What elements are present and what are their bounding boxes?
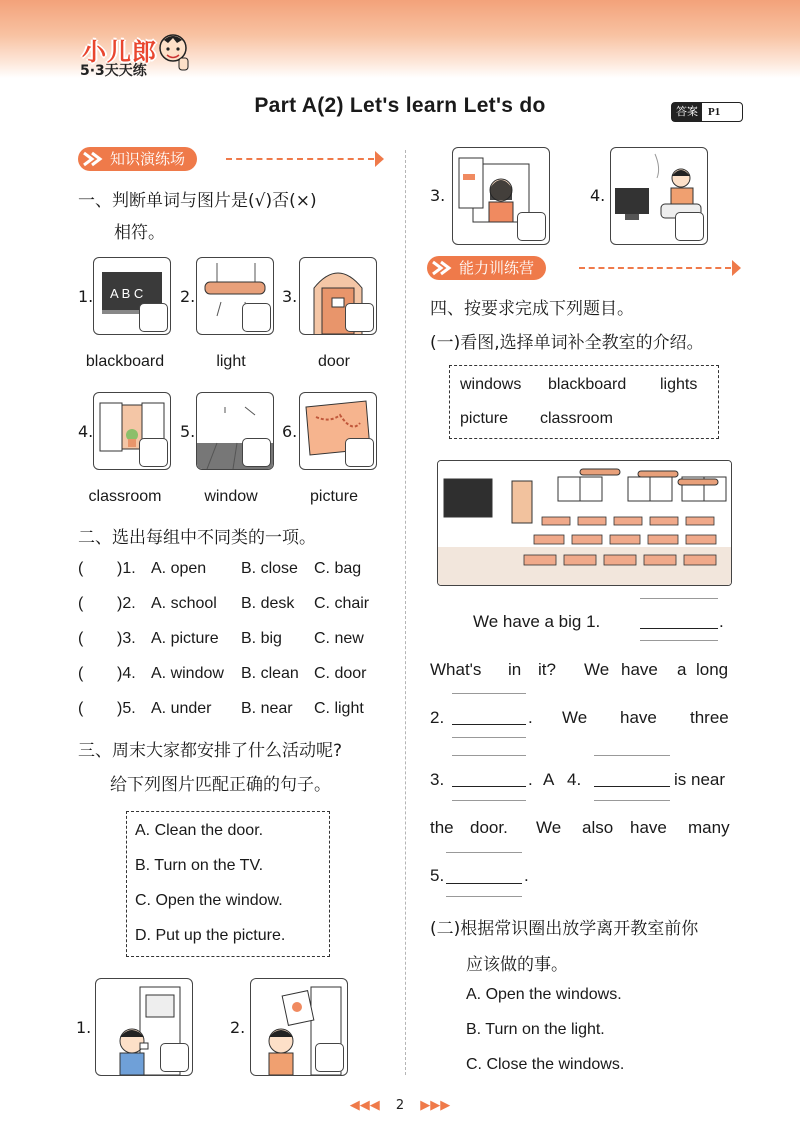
q1-item-num: 4. bbox=[78, 422, 94, 441]
q4-sub2: (二)根据常识圈出放学离开教室前你 bbox=[430, 919, 699, 939]
passage-num: 2. bbox=[430, 708, 445, 727]
passage-word: door. bbox=[470, 818, 508, 837]
q1-pic-room bbox=[196, 392, 274, 470]
arrow-icon bbox=[82, 150, 104, 168]
q1-checkbox[interactable] bbox=[345, 438, 374, 467]
q1-item-num: 2. bbox=[180, 287, 196, 306]
passage-word: also bbox=[582, 818, 614, 837]
q1-item-num: 3. bbox=[282, 287, 298, 306]
passage-punct: . bbox=[528, 770, 533, 789]
blackboard-text: A B C bbox=[110, 286, 144, 301]
q3-option: D. Put up the picture. bbox=[135, 927, 286, 944]
q1-word: classroom bbox=[88, 488, 162, 505]
q2-num: )4. bbox=[117, 665, 136, 682]
q3-pic-num: 2. bbox=[230, 1018, 246, 1037]
q2-title: 二、选出每组中不同类的一项。 bbox=[78, 528, 316, 548]
q2-option: C. chair bbox=[314, 595, 370, 612]
q2-paren: ( bbox=[78, 665, 84, 682]
q2-paren: ( bbox=[78, 700, 84, 717]
q1-title-cont: 相符。 bbox=[114, 223, 165, 243]
q2-option: C. door bbox=[314, 665, 367, 682]
q1-checkbox[interactable] bbox=[242, 303, 271, 332]
passage-num: 5. bbox=[430, 866, 445, 885]
q2-option: A. school bbox=[151, 595, 217, 612]
passage-word: the bbox=[430, 818, 454, 837]
q3-pic-clean-door bbox=[95, 978, 193, 1076]
q1-item-num: 1. bbox=[78, 287, 94, 306]
q4-choice[interactable]: A. Open the windows. bbox=[466, 986, 622, 1003]
word-bank-word: lights bbox=[660, 376, 698, 393]
mascot-icon bbox=[155, 30, 191, 74]
q1-checkbox[interactable] bbox=[139, 438, 168, 467]
q1-item-num: 5. bbox=[180, 422, 196, 441]
q3-answer-box[interactable] bbox=[160, 1043, 189, 1072]
q1-pic-door bbox=[299, 257, 377, 335]
q4-sub2-cont: 应该做的事。 bbox=[466, 955, 568, 975]
passage-word: have bbox=[621, 660, 658, 679]
q1-pic-window bbox=[93, 392, 171, 470]
q3-answer-box[interactable] bbox=[315, 1043, 344, 1072]
passage-word: a bbox=[677, 660, 687, 679]
q3-option: A. Clean the door. bbox=[135, 822, 264, 839]
q2-num: )1. bbox=[117, 560, 136, 577]
q4-choice[interactable]: C. Close the windows. bbox=[466, 1056, 625, 1073]
word-bank-word: windows bbox=[460, 376, 522, 393]
logo-subtitle: 5·3天天练 bbox=[80, 63, 147, 79]
logo-title: 小儿郎 bbox=[82, 38, 157, 66]
answer-blank[interactable] bbox=[594, 786, 670, 787]
q2-option: B. near bbox=[241, 700, 293, 717]
passage-punct: . bbox=[524, 866, 529, 885]
passage-punct: . bbox=[528, 708, 533, 727]
passage-num: 3. bbox=[430, 770, 445, 789]
passage-word: We bbox=[562, 708, 588, 727]
passage-word: have bbox=[620, 708, 657, 727]
q3-title-cont: 给下列图片匹配正确的句子。 bbox=[110, 775, 331, 795]
banner-label: 能力训练营 bbox=[427, 256, 546, 280]
q1-pic-light bbox=[196, 257, 274, 335]
passage-word: We bbox=[584, 660, 610, 679]
passage-word: have bbox=[630, 818, 667, 837]
q2-paren: ( bbox=[78, 630, 84, 647]
q3-pic-open-window bbox=[452, 147, 550, 245]
passage-text: We have a big 1. bbox=[473, 612, 601, 631]
passage-word: long bbox=[696, 660, 729, 679]
q1-item-num: 6. bbox=[282, 422, 298, 441]
section-banner-ability bbox=[427, 256, 743, 282]
q3-answer-box[interactable] bbox=[675, 212, 704, 241]
answer-blank[interactable] bbox=[452, 724, 526, 725]
passage-word: many bbox=[688, 818, 730, 837]
q2-option: A. picture bbox=[151, 630, 219, 647]
answer-page: P1 bbox=[708, 106, 721, 118]
q2-option: B. close bbox=[241, 560, 298, 577]
passage-word: in bbox=[508, 660, 522, 679]
classroom-picture bbox=[437, 460, 732, 586]
answer-label: 答案 bbox=[672, 103, 702, 121]
word-bank-word: classroom bbox=[540, 410, 613, 427]
banner-label: 知识演练场 bbox=[78, 147, 197, 171]
q2-num: )2. bbox=[117, 595, 136, 612]
column-divider bbox=[405, 150, 406, 1075]
q4-title: 四、按要求完成下列题目。 bbox=[430, 299, 634, 319]
q3-pic-num: 1. bbox=[76, 1018, 92, 1037]
word-bank-word: blackboard bbox=[548, 376, 627, 393]
word-bank-word: picture bbox=[460, 410, 509, 427]
q2-paren: ( bbox=[78, 560, 84, 577]
q2-option: A. open bbox=[151, 560, 207, 577]
q4-choice[interactable]: B. Turn on the light. bbox=[466, 1021, 605, 1038]
q3-answer-box[interactable] bbox=[517, 212, 546, 241]
arrow-icon bbox=[431, 259, 453, 277]
page-title: Part A(2) Let's learn Let's do bbox=[254, 94, 546, 117]
passage-word: it? bbox=[538, 660, 556, 679]
passage-punct: . bbox=[719, 612, 724, 631]
q2-option: B. big bbox=[241, 630, 282, 647]
q2-option: A. under bbox=[151, 700, 212, 717]
q1-word: light bbox=[216, 353, 246, 370]
q3-pic-tv bbox=[610, 147, 708, 245]
q1-checkbox[interactable] bbox=[139, 303, 168, 332]
q1-checkbox[interactable] bbox=[242, 438, 271, 467]
answer-ref bbox=[671, 102, 743, 122]
q1-pic-blackboard bbox=[93, 257, 171, 335]
passage-word: A bbox=[543, 770, 555, 789]
q1-word: picture bbox=[309, 488, 359, 505]
q1-pic-map bbox=[299, 392, 377, 470]
q3-pic-num: 3. bbox=[430, 186, 446, 205]
answer-blank[interactable] bbox=[640, 628, 718, 629]
q4-sub1: (一)看图,选择单词补全教室的介绍。 bbox=[430, 333, 704, 353]
page-footer bbox=[0, 1098, 800, 1113]
passage-num: 4. bbox=[567, 770, 582, 789]
page-number: 2 bbox=[395, 1098, 405, 1113]
passage-word: What's bbox=[430, 660, 482, 679]
passage-word: three bbox=[690, 708, 729, 727]
q1-word: window bbox=[204, 488, 258, 505]
q2-paren: ( bbox=[78, 595, 84, 612]
prev-arrows-icon: ◀◀◀ bbox=[349, 1098, 380, 1113]
q2-option: A. window bbox=[151, 665, 224, 682]
q2-num: )3. bbox=[117, 630, 136, 647]
q3-option: B. Turn on the TV. bbox=[135, 857, 264, 874]
q1-word: door bbox=[317, 353, 351, 370]
q1-word: blackboard bbox=[85, 353, 165, 370]
section-banner-knowledge bbox=[78, 147, 388, 173]
q3-pic-num: 4. bbox=[590, 186, 606, 205]
q1-checkbox[interactable] bbox=[345, 303, 374, 332]
passage-word: is near bbox=[674, 770, 726, 789]
q2-option: B. clean bbox=[241, 665, 299, 682]
q3-title: 三、周末大家都安排了什么活动呢? bbox=[78, 741, 343, 761]
q2-option: B. desk bbox=[241, 595, 295, 612]
answer-blank[interactable] bbox=[446, 883, 522, 884]
q2-option: C. new bbox=[314, 630, 364, 647]
next-arrows-icon: ▶▶▶ bbox=[420, 1098, 451, 1113]
q3-pic-put-up bbox=[250, 978, 348, 1076]
q2-option: C. light bbox=[314, 700, 364, 717]
answer-blank[interactable] bbox=[452, 786, 526, 787]
q3-option: C. Open the window. bbox=[135, 892, 283, 909]
q2-num: )5. bbox=[117, 700, 136, 717]
passage-word: We bbox=[536, 818, 562, 837]
q2-option: C. bag bbox=[314, 560, 362, 577]
q1-title: 一、判断单词与图片是(√)否(×) bbox=[78, 191, 317, 211]
